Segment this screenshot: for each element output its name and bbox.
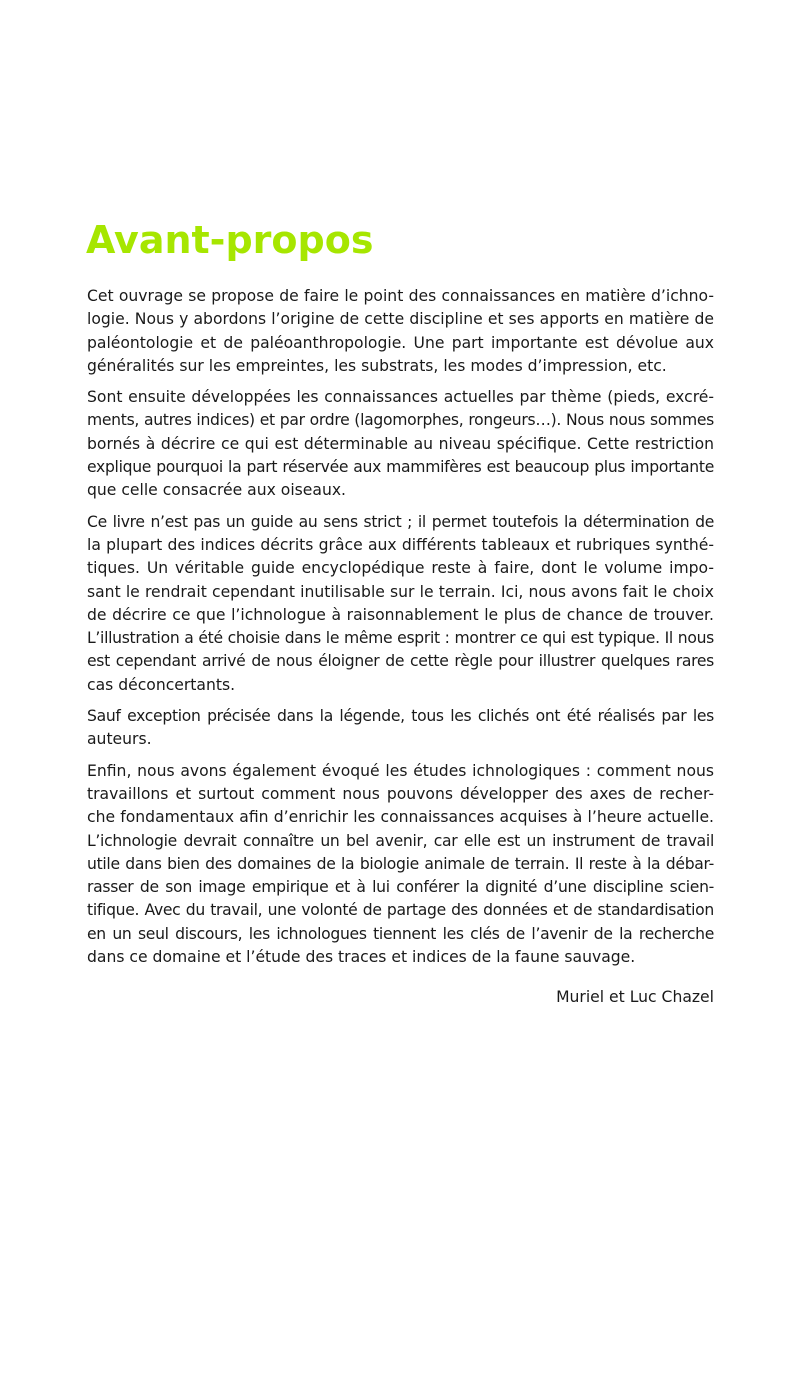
signature: Muriel et Luc Chazel [556,988,714,1006]
text-line: L’ichnologie devrait connaître un bel avenir, car elle est un instrument de travail [87,831,714,850]
text-line: généralités sur les empreintes, les substrats, les modes d’impression, etc. [87,356,667,375]
text-line: bornés à décrire ce qui est déterminable au niveau spécifique. Cette restriction [87,434,714,453]
text-line: logie. Nous y abordons l’origine de cette discipline et ses apports en matière de [87,310,714,329]
text-line: tiques. Un véritable guide encyclopédique reste à faire, dont le volume impo- [87,559,714,578]
text-line: la plupart des indices décrits grâce aux différents tableaux et rubriques synthé- [87,535,714,554]
text-line: explique pourquoi la part réservée aux mammifères est beaucoup plus importante [87,458,714,477]
paragraph [87,760,714,970]
text-line: L’illustration a été choisie dans le même esprit : montrer ce qui est typique. Il nous [87,629,714,648]
paragraph [87,285,714,378]
text-line: que celle consacrée aux oiseaux. [87,481,347,500]
text-line: che fondamentaux afin d’enrichir les connaissances acquises à l’heure actuelle. [87,808,714,827]
text-line: sant le rendrait cependant inutilisable sur le terrain. Ici, nous avons fait le choix [87,582,714,601]
text-line: Sont ensuite développées les connaissances actuelles par thème (pieds, excré- [87,388,714,407]
text-line: utile dans bien des domaines de la biologie animale de terrain. Il reste à la débar- [87,854,714,873]
text-line: en un seul discours, les ichnologues tiennent les clés de l’avenir de la recherche [87,924,714,943]
text-line: travaillons et surtout comment nous pouvons développer des axes de recher- [87,784,714,803]
text-line: cas déconcertants. [87,675,236,694]
text-line: paléontologie et de paléoanthropologie. Une part importante est dévolue aux [87,333,714,352]
text-line: Enfin, nous avons également évoqué les études ichnologiques : comment nous [87,761,714,780]
paragraph [87,705,714,752]
paragraph [87,386,714,502]
text-line: est cependant arrivé de nous éloigner de cette règle pour illustrer quelques rares [87,652,714,671]
text-line: ments, autres indices) et par ordre (lagomorphes, rongeurs…). Nous nous sommes [87,411,714,430]
text-line: de décrire ce que l’ichnologue à raisonnablement le plus de chance de trouver. [87,605,714,624]
text-line: auteurs. [87,730,152,749]
text-line: Ce livre n’est pas un guide au sens strict ; il permet toutefois la détermination de [87,512,714,531]
body-text [87,285,714,977]
text-line: Cet ouvrage se propose de faire le point des connaissances en matière d’ichno- [87,287,714,305]
page-title: Avant-propos [86,218,374,262]
text-line: rasser de son image empirique et à lui conférer la dignité d’une discipline scien- [87,878,714,897]
paragraph [87,511,714,697]
text-line: dans ce domaine et l’étude des traces et indices de la faune sauvage. [87,948,636,967]
text-line: tifique. Avec du travail, une volonté de partage des données et de standardisation [87,901,714,920]
text-line: Sauf exception précisée dans la légende, tous les clichés ont été réalisés par les [87,707,714,726]
